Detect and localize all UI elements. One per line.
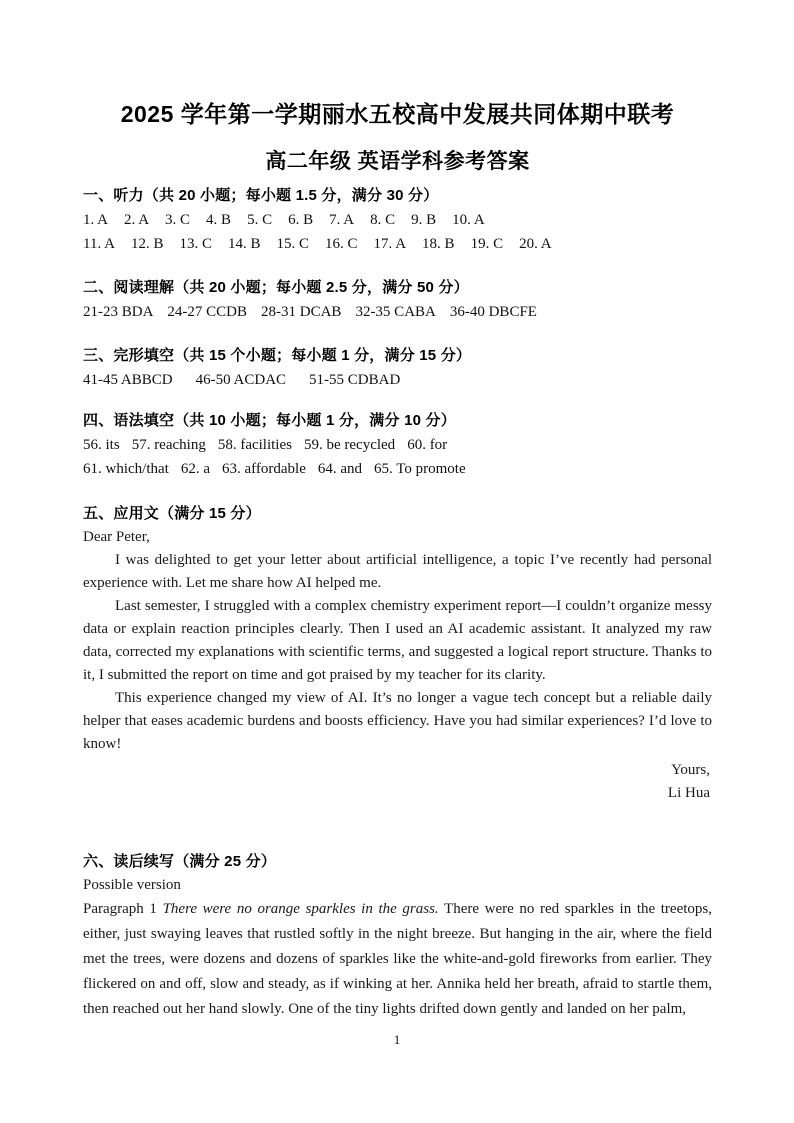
answer-item: 7. A: [329, 212, 355, 228]
answer-item: 21-23 BDA: [83, 304, 154, 320]
answer-item: 14. B: [227, 236, 261, 252]
letter-paragraph-1: I was delighted to get your letter about artificial intelligence, a topic I’ve recently had personal experience with. Let me share how AI helped me.: [83, 552, 712, 591]
answer-item: 51-55 CDBAD: [309, 372, 401, 388]
answer-item: 19. C: [470, 236, 504, 252]
answer-item: 32-35 CABA: [355, 304, 436, 320]
answer-item: 36-40 DBCFE: [449, 304, 537, 320]
answer-item: 16. C: [325, 236, 358, 252]
answer-item: 41-45 ABBCD: [83, 372, 173, 388]
answer-item: 61. which/that: [83, 461, 169, 477]
letter-salutation: Dear Peter,: [83, 529, 150, 545]
answer-item: 56. its: [83, 437, 120, 453]
answer-item: 10. A: [452, 212, 485, 228]
continuation-paragraph: [83, 897, 712, 1022]
cloze-answers-row: [83, 368, 712, 392]
answer-item: 8. C: [370, 212, 396, 228]
answer-item: 1. A: [83, 212, 109, 228]
grammar-answers-row-1: [83, 433, 712, 457]
section-grammar: [83, 409, 712, 481]
reading-answers-row: [83, 300, 712, 324]
listening-answers-row-1: [83, 208, 712, 232]
section-reading: [83, 276, 712, 324]
answer-item: 15. C: [276, 236, 310, 252]
page-number: 1: [393, 1032, 401, 1047]
section-cloze-heading: 三、完形填空（共 15 个小题；每小题 1 分，满分 15 分）: [83, 347, 472, 364]
answer-item: 6. B: [288, 212, 314, 228]
answer-item: 63. affordable: [222, 461, 306, 477]
letter-paragraph-2: Last semester, I struggled with a complex chemistry experiment report—I couldn’t organize messy data or explain reaction principles clearly. Then I used an AI academic assistant. It analyzed my raw data, corrected my explanations with scientific terms, and suggested a logical report structure. Thanks to it, I submitted the report on time and got praised by my teacher for its clarity.: [83, 598, 712, 683]
answer-item: 3. C: [165, 212, 191, 228]
answer-item: 62. a: [180, 461, 210, 477]
section-writing-heading: 五、应用文（满分 15 分）: [83, 505, 261, 522]
possible-version-label: Possible version: [83, 877, 181, 893]
answer-item: 18. B: [422, 236, 455, 252]
section-listening: [83, 184, 712, 256]
letter-closing: Yours,: [671, 762, 710, 778]
letter-signature: Li Hua: [667, 785, 710, 801]
answer-item: 5. C: [247, 212, 273, 228]
answer-item: 58. facilities: [217, 437, 292, 453]
answer-item: 65. To promote: [374, 461, 466, 477]
page-title: 2025 学年第一学期丽水五校高中发展共同体期中联考: [120, 101, 675, 127]
answer-item: 4. B: [206, 212, 232, 228]
answer-item: 57. reaching: [131, 437, 206, 453]
section-continuation-heading: 六、读后续写（满分 25 分）: [83, 853, 277, 870]
section-cloze: [83, 344, 712, 392]
paragraph-body: There were no red sparkles in the treetops, either, just swaying leaves that rustled softly in the night breeze. But hanging in the air, where the field met the trees, were dozens and dozens of sparkles like the white-and-gold fireworks from earlier. They flickered on and off, slow and steady, as if winking at her. Annika held her breath, afraid to startle them, then reached out her hand slowly. One of the tiny lights drifted down gently and landed on her palm,: [83, 901, 713, 1017]
answer-item: 9. B: [411, 212, 437, 228]
answer-item: 20. A: [519, 236, 552, 252]
paragraph-label: Paragraph 1: [83, 901, 157, 917]
section-reading-heading: 二、阅读理解（共 20 小题；每小题 2.5 分，满分 50 分）: [83, 279, 469, 296]
paragraph-opening-sentence: There were no orange sparkles in the grass.: [162, 901, 439, 917]
answer-item: 46-50 ACDAC: [195, 372, 287, 388]
listening-answers-row-2: [83, 232, 712, 256]
section-continuation-writing: [83, 850, 712, 1022]
answer-item: 24-27 CCDB: [167, 304, 248, 320]
answer-item: 11. A: [83, 236, 115, 252]
answer-item: 2. A: [124, 212, 150, 228]
answer-item: 64. and: [317, 461, 363, 477]
answer-item: 28-31 DCAB: [261, 304, 342, 320]
section-listening-heading: 一、听力（共 20 小题；每小题 1.5 分，满分 30 分）: [83, 187, 439, 204]
answer-item: 13. C: [179, 236, 212, 252]
answer-item: 60. for: [407, 437, 448, 453]
section-grammar-heading: 四、语法填空（共 10 小题；每小题 1 分，满分 10 分）: [83, 412, 456, 429]
letter-paragraph-3: This experience changed my view of AI. It’s no longer a vague tech concept but a reliable daily helper that eases academic burdens and boosts efficiency. Have you had similar experiences? I’d love to know!: [83, 690, 712, 752]
section-applied-writing: [83, 502, 712, 805]
page-subtitle: 高二年级 英语学科参考答案: [265, 150, 530, 173]
answer-item: 59. be recycled: [303, 437, 396, 453]
answer-item: 12. B: [130, 236, 164, 252]
answer-item: 17. A: [373, 236, 407, 252]
grammar-answers-row-2: [83, 457, 712, 481]
